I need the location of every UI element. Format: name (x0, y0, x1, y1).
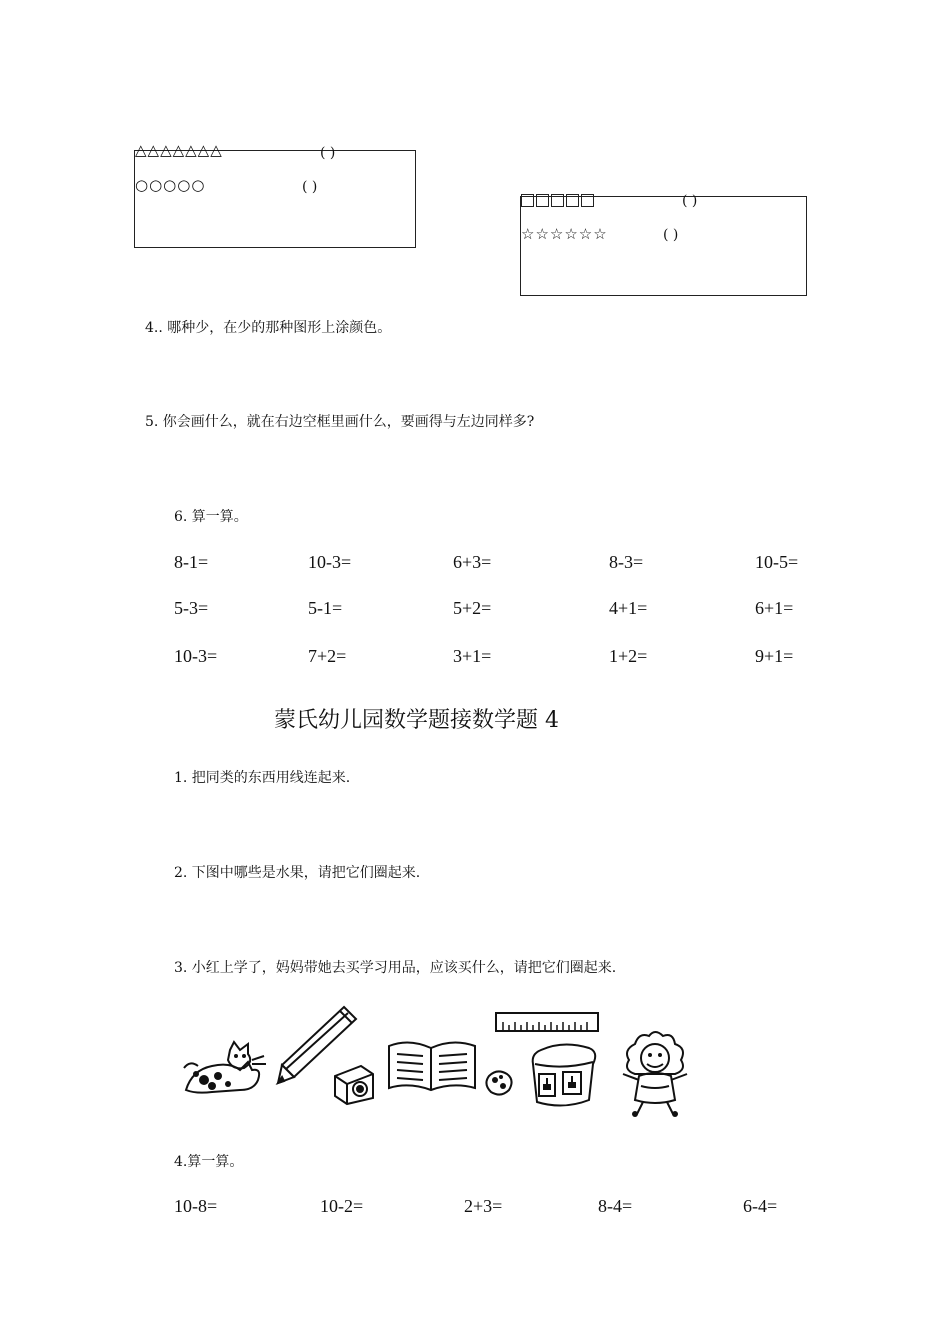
math-item: 10-5= (755, 552, 799, 572)
eraser-icon[interactable] (483, 1068, 515, 1098)
question-6-calc: 6. 算一算。 (174, 509, 248, 525)
math-item: 10-3= (174, 646, 218, 666)
ruler-icon[interactable] (495, 1012, 599, 1032)
answer-blank-squares[interactable]: ( ) (682, 193, 698, 209)
math-item: 5-3= (174, 598, 209, 618)
question-2-fruits: 2. 下图中哪些是水果，请把它们圈起来. (174, 865, 421, 881)
math-item: 6+3= (453, 552, 492, 572)
question-5-draw: 5. 你会画什么，就在右边空框里画什么，要画得与左边同样多? (145, 414, 535, 430)
math-item: 2+3= (464, 1196, 503, 1216)
answer-blank-triangles[interactable]: ( ) (320, 145, 336, 161)
math-item: 5+2= (453, 598, 492, 618)
math-item: 10-3= (308, 552, 352, 572)
answer-blank-stars[interactable]: ( ) (663, 227, 679, 243)
math-item: 8-4= (598, 1196, 633, 1216)
question-3-school-supplies: 3. 小红上学了，妈妈带她去买学习用品，应该买什么，请把它们圈起来. (174, 960, 617, 976)
question-4-less: 4.. 哪种少，在少的那种图形上涂颜色。 (145, 320, 392, 336)
math-item: 6+1= (755, 598, 794, 618)
square-row (521, 194, 596, 213)
left-compare-box (134, 150, 416, 248)
circle-row: ○○○○○ (135, 176, 206, 194)
doll-icon[interactable] (615, 1028, 695, 1118)
math-item: 9+1= (755, 646, 794, 666)
math-item: 7+2= (308, 646, 347, 666)
math-item: 6-4= (743, 1196, 778, 1216)
math-item: 10-2= (320, 1196, 364, 1216)
math-item: 4+1= (609, 598, 648, 618)
worksheet-title: 蒙氏幼儿园数学题接数学题 4 (274, 708, 559, 733)
answer-blank-circles[interactable]: ( ) (302, 179, 318, 195)
math-item: 10-8= (174, 1196, 218, 1216)
math-item: 1+2= (609, 646, 648, 666)
math-item: 8-3= (609, 552, 644, 572)
book-icon[interactable] (385, 1038, 479, 1096)
math-item: 5-1= (308, 598, 343, 618)
question-4-calc: 4.算一算。 (174, 1154, 244, 1170)
math-item: 3+1= (453, 646, 492, 666)
sharpener-icon[interactable] (331, 1060, 377, 1106)
cat-icon[interactable] (182, 1040, 268, 1098)
question-1-match: 1. 把同类的东西用线连起来. (174, 770, 351, 786)
schoolbag-icon[interactable] (527, 1040, 601, 1114)
star-row: ☆☆☆☆☆☆ (521, 225, 608, 243)
triangle-row: △△△△△△△ (135, 141, 223, 159)
math-item: 8-1= (174, 552, 209, 572)
